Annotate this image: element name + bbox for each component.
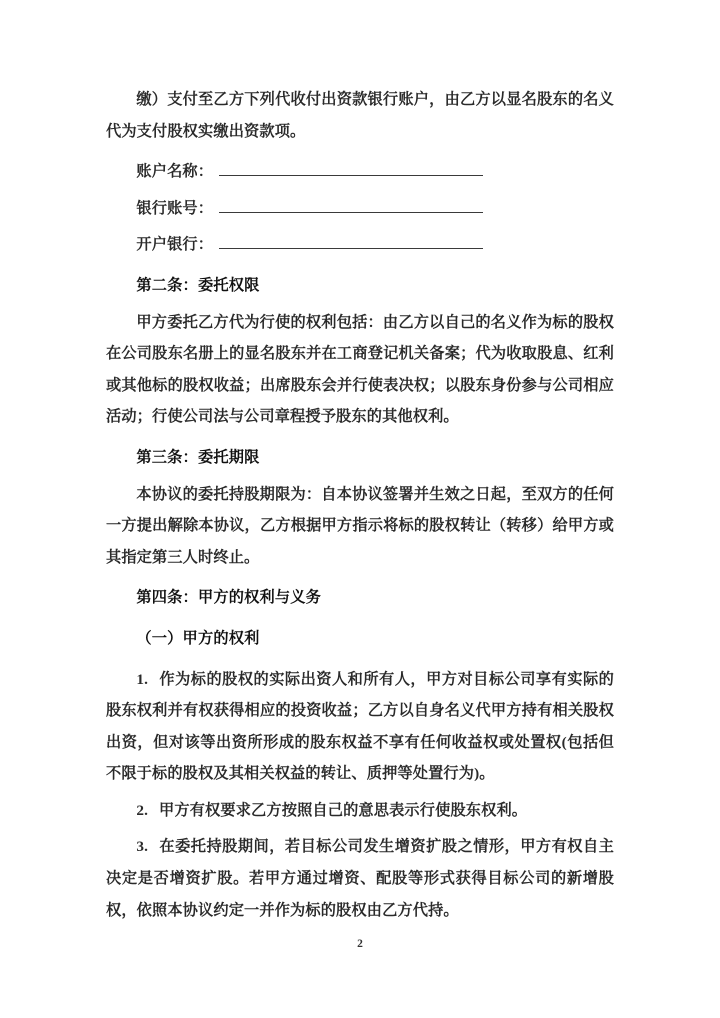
field-account-name [106, 156, 614, 188]
field-opening-bank [106, 229, 614, 261]
field-opening-bank-label: 开户银行： [136, 236, 214, 254]
clause-4-item-1-text: 作为标的股权的实际出资人和所有人，甲方对目标公司享有实际的股东权利并有权获得相应的投资收益；乙方以自身名义代甲方持有相关股权出资，但对该等出资所形成的股东权益不享有任何收益权或处置权(包括但不限于标的股权及其相关权益的转让、质押等处置行为)。 [106, 670, 614, 783]
field-opening-bank-blank[interactable] [219, 233, 483, 249]
clause-4-heading: 第四条：甲方的权利与义务 [136, 589, 322, 607]
spacer [106, 614, 614, 623]
field-bank-account-number [106, 193, 614, 225]
clause-4-item-1-number: 1. [136, 670, 149, 688]
field-bank-account-number-blank[interactable] [219, 197, 483, 213]
field-account-name-label: 账户名称： [136, 163, 214, 181]
clause-4-item-1 [106, 664, 614, 790]
spacer [106, 655, 614, 664]
intro-paragraph: 缴）支付至乙方下列代收付出资款银行账户，由乙方以显名股东的名义代为支付股权实缴出资款项。 [106, 91, 614, 140]
clause-2-body: 甲方委托乙方代为行使的权利包括：由乙方以自己的名义作为标的股权在公司股东名册上的显名股东并在工商登记机关备案；代为收取股息、红利或其他标的股权收益；出席股东会并行使表决权；以股东身份参与公司相应活动；行使公司法与公司章程授予股东的其他权利。 [106, 313, 614, 426]
spacer [106, 573, 614, 582]
spacer [106, 261, 614, 270]
clause-3-heading: 第三条：委托期限 [136, 448, 260, 466]
field-account-name-blank[interactable] [219, 160, 483, 176]
clause-4-subheading-rights: （一）甲方的权利 [136, 629, 260, 647]
clause-4-item-2-text: 甲方有权要求乙方按照自己的意思表示行使股东权利。 [159, 801, 528, 819]
clause-2-heading: 第二条：委托权限 [136, 276, 260, 294]
clause-4-item-2-number: 2. [136, 801, 149, 819]
spacer [106, 147, 614, 156]
spacer [106, 433, 614, 442]
field-bank-account-number-label: 银行账号： [136, 199, 214, 217]
page-content-area [106, 84, 614, 926]
clause-4-item-3-text: 在委托持股期间，若目标公司发生增资扩股之情形，甲方有权自主决定是否增资扩股。若甲方通过增资、配股等形式获得目标公司的新增股权，依照本协议约定一并作为标的股权由乙方代持。 [106, 838, 614, 919]
clause-4-item-3 [106, 831, 614, 926]
page-number: 2 [357, 938, 363, 950]
clause-3-body: 本协议的委托持股期限为：自本协议签署并生效之日起，至双方的任何一方提出解除本协议，乙方根据甲方指示将标的股权转让（转移）给甲方或其指定第三人时终止。 [106, 485, 614, 566]
clause-4-item-3-number: 3. [136, 838, 149, 856]
clause-4-item-2 [106, 795, 614, 827]
